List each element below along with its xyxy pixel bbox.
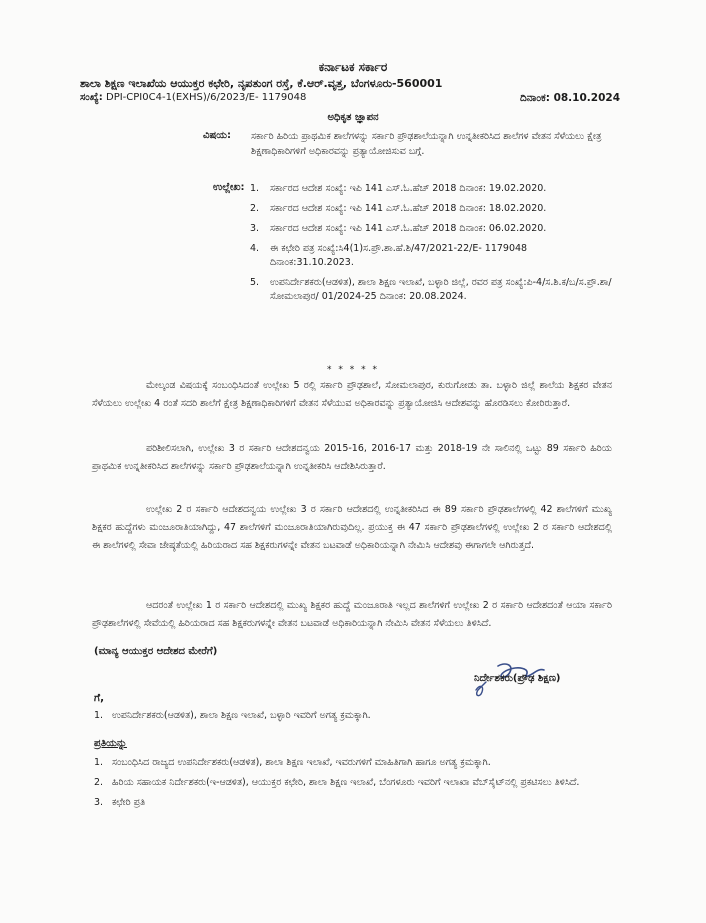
copies-list: [94, 755, 614, 815]
copy-number: 1.: [94, 757, 104, 768]
copy-number: 2.: [94, 777, 104, 788]
order-note: (ಮಾನ್ಯ ಆಯುಕ್ತರ ಆದೇಶದ ಮೇರೆಗೆ): [94, 646, 218, 657]
copy-item: [94, 795, 614, 810]
section-separator: * * * * *: [327, 365, 379, 375]
recipient-text: ಉಪನಿರ್ದೇಶಕರು(ಆಡಳಿತ), ಶಾಲಾ ಶಿಕ್ಷಣ ಇಲಾಖೆ, ಬಳ್ಳಾರಿ ಇವರಿಗೆ ಅಗತ್ಯ ಕ್ರಮಕ್ಕಾಗಿ.: [112, 710, 371, 721]
document-title: ಅಧಿಕೃತ ಜ್ಞಾಪನ: [327, 112, 379, 123]
reference-item: [250, 276, 612, 304]
recipient-number: 1.: [94, 710, 104, 721]
reference-number-label: 3.: [250, 223, 260, 234]
recipient-item: [94, 708, 614, 723]
reference-text: ಸರ್ಕಾರದ ಆದೇಶ ಸಂಖ್ಯೆ: ಇಪಿ 141 ಎಸ್.ಓ.ಹೆಚ್ 2018 ದಿನಾಂಕ: 06.02.2020.: [270, 223, 547, 234]
signatory-title: ನಿರ್ದೇಶಕರು(ಪ್ರೌಢ ಶಿಕ್ಷಣ): [474, 673, 561, 684]
reference-text: ಈ ಕಛೇರಿ ಪತ್ರ ಸಂಖ್ಯೆ:ಸಿ4(1)ಸ.ಪ್ರೌ.ಶಾ.ಹೆ.ಶಿ/47/2021-22/E- 1179048 ದಿನಾಂಕ:31.10.2023.: [270, 243, 528, 268]
copy-item: [94, 755, 614, 770]
references-list: [250, 182, 612, 310]
reference-text: ಸರ್ಕಾರದ ಆದೇಶ ಸಂಖ್ಯೆ: ಇಪಿ 141 ಎಸ್.ಓ.ಹೆಚ್ 2018 ದಿನಾಂಕ: 19.02.2020.: [270, 183, 547, 194]
recipients-label: ಗೆ,: [94, 692, 105, 704]
copy-text: ಹಿರಿಯ ಸಹಾಯಕ ನಿರ್ದೇಶಕರು(ಇ-ಆಡಳಿತ), ಆಯುಕ್ತರ ಕಛೇರಿ, ಶಾಲಾ ಶಿಕ್ಷಣ ಇಲಾಖೆ, ಬೆಂಗಳೂರು ಇವರಿಗೆ ಇಲಾಖಾ ವೆಬ್‌ಸೈಟ್‌ನಲ್ಲಿ ಪ್ರಕಟಿಸಲು ತಿಳಿಸಿದೆ.: [112, 777, 580, 788]
copies-label: ಪ್ರತಿಯನ್ನು: [94, 738, 127, 749]
body-paragraph-2: ಪರಿಶೀಲಿಸಲಾಗಿ, ಉಲ್ಲೇಖ 3 ರ ಸರ್ಕಾರಿ ಆದೇಶದನ್ವಯ 2015-16, 2016-17 ಮತ್ತು 2018-19 ನೇ ಸಾಲಿನಲ್ಲಿ ಒಟ್ಟು 89 ಸರ್ಕಾರಿ ಹಿರಿಯ ಪ್ರಾಥಮಿಕ ಉನ್ನತೀಕರಿಸಿದ ಶಾಲೆಗಳನ್ನು ಸರ್ಕಾರಿ ಪ್ರೌಢಶಾಲೆಯನ್ನಾಗಿ ಉನ್ನತೀಕರಿಸಿ ಆದೇಶಿಸಿರುತ್ತಾರೆ.: [92, 443, 612, 472]
copy-text: ಸಂಬಂಧಿಸಿದ ರಾಜ್ಯದ ಉಪನಿರ್ದೇಶಕರು(ಆಡಳಿತ), ಶಾಲಾ ಶಿಕ್ಷಣ ಇಲಾಖೆ, ಇವರುಗಳಿಗೆ ಮಾಹಿತಿಗಾಗಿ ಹಾಗೂ ಅಗತ್ಯ ಕ್ರಮಕ್ಕಾಗಿ.: [112, 757, 491, 768]
reference-number: [80, 92, 306, 103]
body-paragraph-3: ಉಲ್ಲೇಖ 2 ರ ಸರ್ಕಾರಿ ಆದೇಶದನ್ವಯ ಉಲ್ಲೇಖ 3 ರ ಸರ್ಕಾರಿ ಆದೇಶದಲ್ಲಿ ಉನ್ನತೀಕರಿಸಿದ ಈ 89 ಸರ್ಕಾರಿ ಪ್ರೌಢಶಾಲೆಗಳಲ್ಲಿ 42 ಶಾಲೆಗಳಿಗೆ ಮುಖ್ಯ ಶಿಕ್ಷಕರ ಹುದ್ದೆಗಳು ಮಂಜೂರಾತಿಯಾಗಿದ್ದು, 47 ಶಾಲೆಗಳಿಗೆ ಮಂಜೂರಾತಿಯಾಗಿರುವುದಿಲ್ಲ. ಪ್ರಯುಕ್ತ ಈ 47 ಸರ್ಕಾರಿ ಪ್ರೌಢಶಾಲೆಗಳಲ್ಲಿ ಉಲ್ಲೇಖ 2 ರ ಸರ್ಕಾರಿ ಆದೇಶದಲ್ಲಿ ಈ ಶಾಲೆಗಳಲ್ಲಿ ಸೇವಾ ಜೇಷ್ಠತೆಯಲ್ಲಿ ಹಿರಿಯರಾದ ಸಹ ಶಿಕ್ಷಕರುಗಳನ್ನೇ ವೇತನ ಬಟವಾಡೆ ಅಧಿಕಾರಿಯನ್ನಾಗಿ ನೇಮಿಸಿ ಆದೇಶವು ಈಗಾಗಲೇ ಆಗಿರುತ್ತದೆ.: [92, 504, 612, 551]
government-name: ಕರ್ನಾಟಕ ಸರ್ಕಾರ: [318, 60, 388, 74]
copy-text: ಕಛೇರಿ ಪ್ರತಿ: [112, 797, 146, 808]
reference-text: ಸರ್ಕಾರದ ಆದೇಶ ಸಂಖ್ಯೆ: ಇಪಿ 141 ಎಸ್.ಓ.ಹೆಚ್ 2018 ದಿನಾಂಕ: 18.02.2020.: [270, 203, 547, 214]
reference-number-label: 4.: [250, 243, 260, 254]
subject-label: ವಿಷಯ:: [203, 130, 231, 141]
reference-value: DPI-CPI0C4-1(EXHS)/6/2023/E- 1179048: [106, 92, 307, 103]
body-paragraph-1: ಮೇಲ್ಕಂಡ ವಿಷಯಕ್ಕೆ ಸಂಬಂಧಿಸಿದಂತೆ ಉಲ್ಲೇಖ 5 ರಲ್ಲಿ ಸರ್ಕಾರಿ ಪ್ರೌಢಶಾಲೆ, ಸೋಮಲಾಪುರ, ಕುರುಗೋಡು ತಾ. ಬಳ್ಳಾರಿ ಜಿಲ್ಲೆ ಶಾಲೆಯ ಶಿಕ್ಷಕರ ವೇತನ ಸೆಳೆಯಲು ಉಲ್ಲೇಖ 4 ರಂತೆ ಸದರಿ ಶಾಲೆಗೆ ಕ್ಷೇತ್ರ ಶಿಕ್ಷಣಾಧಿಕಾರಿಗಳಿಗೆ ವೇತನ ಸೆಳೆಯುವ ಅಧಿಕಾರವನ್ನು ಪ್ರತ್ಯಾಯೋಜಿಸಿ ಆದೇಶವನ್ನು ಹೊರಡಿಸಲು ಕೋರಿರುತ್ತಾರೆ.: [92, 380, 612, 409]
reference-label: ಸಂಖ್ಯೆ:: [80, 92, 103, 103]
reference-item: [250, 242, 612, 270]
subject-text: ಸರ್ಕಾರಿ ಹಿರಿಯ ಪ್ರಾಥಮಿಕ ಶಾಲೆಗಳನ್ನು ಸರ್ಕಾರಿ ಪ್ರೌಢಶಾಲೆಯನ್ನಾಗಿ ಉನ್ನತೀಕರಿಸಿದ ಶಾಲೆಗಳ ವೇತನ ಸೆಳೆಯಲು ಕ್ಷೇತ್ರ ಶಿಕ್ಷಣಾಧಿಕಾರಿಗಳಿಗೆ ಅಧಿಕಾರವನ್ನು ಪ್ರತ್ಯಾಯೋಜಿಸುವ ಬಗ್ಗೆ.: [251, 131, 602, 157]
document-date: ದಿನಾಂಕ: 08.10.2024: [520, 92, 620, 104]
references-label: ಉಲ್ಲೇಖ:: [213, 182, 245, 193]
reference-item: [250, 222, 612, 236]
reference-number-label: 2.: [250, 203, 260, 214]
body-paragraph-4: ಆದರಂತೆ ಉಲ್ಲೇಖ 1 ರ ಸರ್ಕಾರಿ ಆದೇಶದಲ್ಲಿ ಮುಖ್ಯ ಶಿಕ್ಷಕರ ಹುದ್ದೆ ಮಂಜೂರಾತಿ ಇಲ್ಲದ ಶಾಲೆಗಳಿಗೆ ಉಲ್ಲೇಖ 2 ರ ಸರ್ಕಾರಿ ಆದೇಶದಂತೆ ಆಯಾ ಸರ್ಕಾರಿ ಪ್ರೌಢಶಾಲೆಗಳಲ್ಲಿ ಸೇವೆಯಲ್ಲಿ ಹಿರಿಯರಾದ ಸಹ ಶಿಕ್ಷಕರುಗಳನ್ನೇ ವೇತನ ಬಟವಾಡೆ ಅಧಿಕಾರಿಯನ್ನಾಗಿ ನೇಮಿಸಿ ವೇತನ ಸೆಳೆಯಲು ತಿಳಿಸಿದೆ.: [92, 600, 612, 629]
copy-number: 3.: [94, 797, 104, 808]
reference-item: [250, 182, 612, 196]
copy-item: [94, 775, 614, 790]
reference-text: ಉಪನಿರ್ದೇಶಕರು(ಆಡಳಿತ), ಶಾಲಾ ಶಿಕ್ಷಣ ಇಲಾಖೆ, ಬಳ್ಳಾರಿ ಜಿಲ್ಲೆ, ರವರ ಪತ್ರ ಸಂಖ್ಯೆ:ಪಿ-4/ಸ.ಶಿ.ಕ/ಬ/ಸ.ಪ್ರೌ.ಶಾ/ಸೋಮಲಾಪುರ/ 01/2024-25 ದಿನಾಂಕ: 20.08.2024.: [270, 277, 612, 302]
office-address: ಶಾಲಾ ಶಿಕ್ಷಣ ಇಲಾಖೆಯ ಆಯುಕ್ತರ ಕಛೇರಿ, ನೃಪತುಂಗ ರಸ್ತೆ, ಕೆ.ಆರ್.ವೃತ್ತ, ಬೆಂಗಳೂರು-560001: [80, 77, 443, 90]
recipients-list: [94, 708, 614, 728]
reference-number-label: 5.: [250, 277, 260, 288]
reference-item: [250, 202, 612, 216]
reference-number-label: 1.: [250, 183, 260, 194]
